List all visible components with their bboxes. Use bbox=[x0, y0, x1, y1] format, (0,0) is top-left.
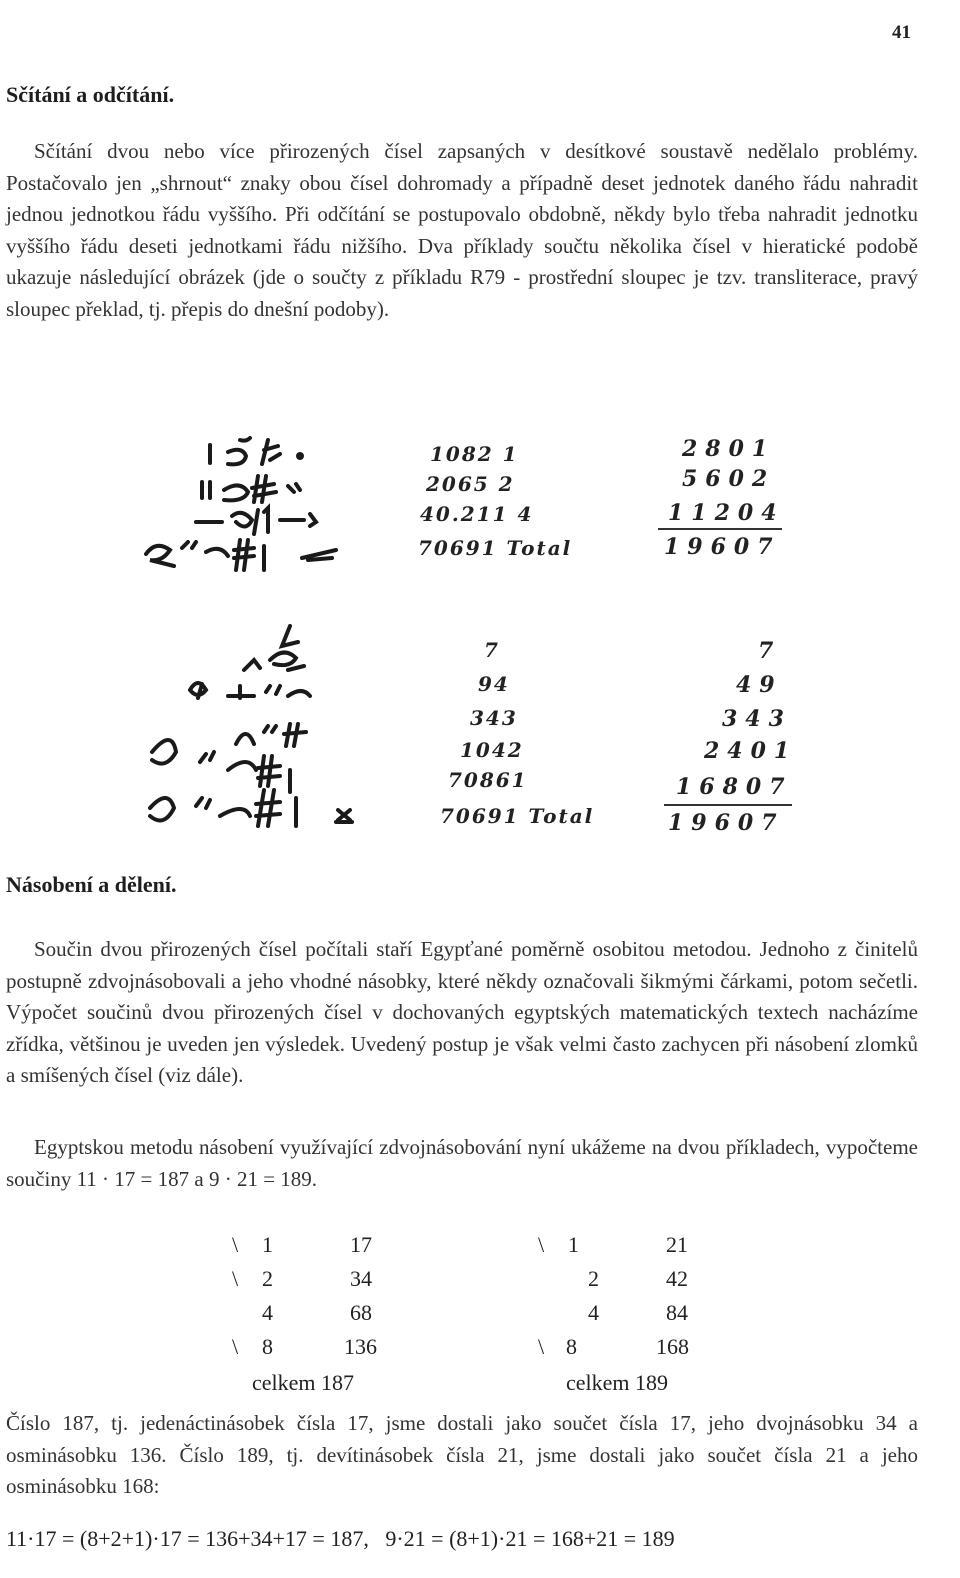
hieratic-figure: 1082 1 2065 2 40.211 4 70691 Total 2801 5602 11204 19607 7 94 343 1042 70861 70691 Total 7 49 343 2401 16807 19607 bbox=[0, 420, 960, 860]
section-heading-multiplication: Násobení a dělení. bbox=[6, 872, 177, 897]
sum-line-example-1 bbox=[658, 528, 782, 530]
multiplication-paragraph-2 bbox=[6, 1132, 918, 1195]
sum-line-example-2 bbox=[664, 804, 792, 806]
hieratic-glyphs-example-2 bbox=[140, 620, 370, 840]
multiplication-paragraph-1 bbox=[6, 934, 918, 1092]
page-number: 41 bbox=[892, 22, 911, 43]
formula-line: 11·17 = (8+2+1)·17 = 136+34+17 = 187, 9·21 = (8+1)·21 = 168+21 = 189 bbox=[6, 1526, 675, 1551]
hieratic-glyphs-example-1 bbox=[140, 430, 360, 580]
addition-text: Sčítání dvou nebo více přirozených čísel zapsaných v desítkové soustavě nedělalo problémy. Postačovalo jen „shrnout“ znaky obou čísel dohromady a případně deset jednotek daného řádu nahradit jednou jednotkou řádu vyššího. Při odčítání se postupovalo obdobně, někdy bylo třeba nahradit jednotku vyššího řádu deseti jednotkami řádu nižšího. Dva příklady součtu několika čísel v hieratické podobě ukazuje následující obrázek (jde o součty z příkladu R79 - prostřední sloupec je tzv. transliterace, pravý sloupec překlad, tj. přepis do dnešní podoby). bbox=[6, 139, 918, 321]
multiplication-text-1: Součin dvou přirozených čísel počítali staří Egypťané poměrně osobitou metodou. Jednoho z činitelů postupně zdvojnásobovali a jeho vhodné násobky, které někdy označovali šikmými čárkami, potom sečetli. Výpočet součinů dvou přirozených čísel v dochovaných egyptských matematických textech nacházíme zřídka, většinou je uveden jen výsledek. Uvedený postup je však velmi často zachycen při násobení zlomků a smíšených čísel (viz dále). bbox=[6, 937, 918, 1087]
multiplication-text-2: Egyptskou metodu násobení využívající zdvojnásobování nyní ukážeme na dvou příkladech, vypočteme součiny 11 · 17 = 187 a 9 · 21 = 189. bbox=[6, 1135, 918, 1191]
addition-paragraph bbox=[6, 136, 918, 325]
conclusion-paragraph: Číslo 187, tj. jedenáctinásobek čísla 17, jsme dostali jako součet čísla 17, jeho dvojnásobku 34 a osminásobku 136. Číslo 189, tj. devítinásobek čísla 21, jsme dostali jako součet čísla 21 a jeho osminásobku 168: bbox=[6, 1411, 918, 1498]
section-heading-addition: Sčítání a odčítání. bbox=[6, 82, 175, 107]
